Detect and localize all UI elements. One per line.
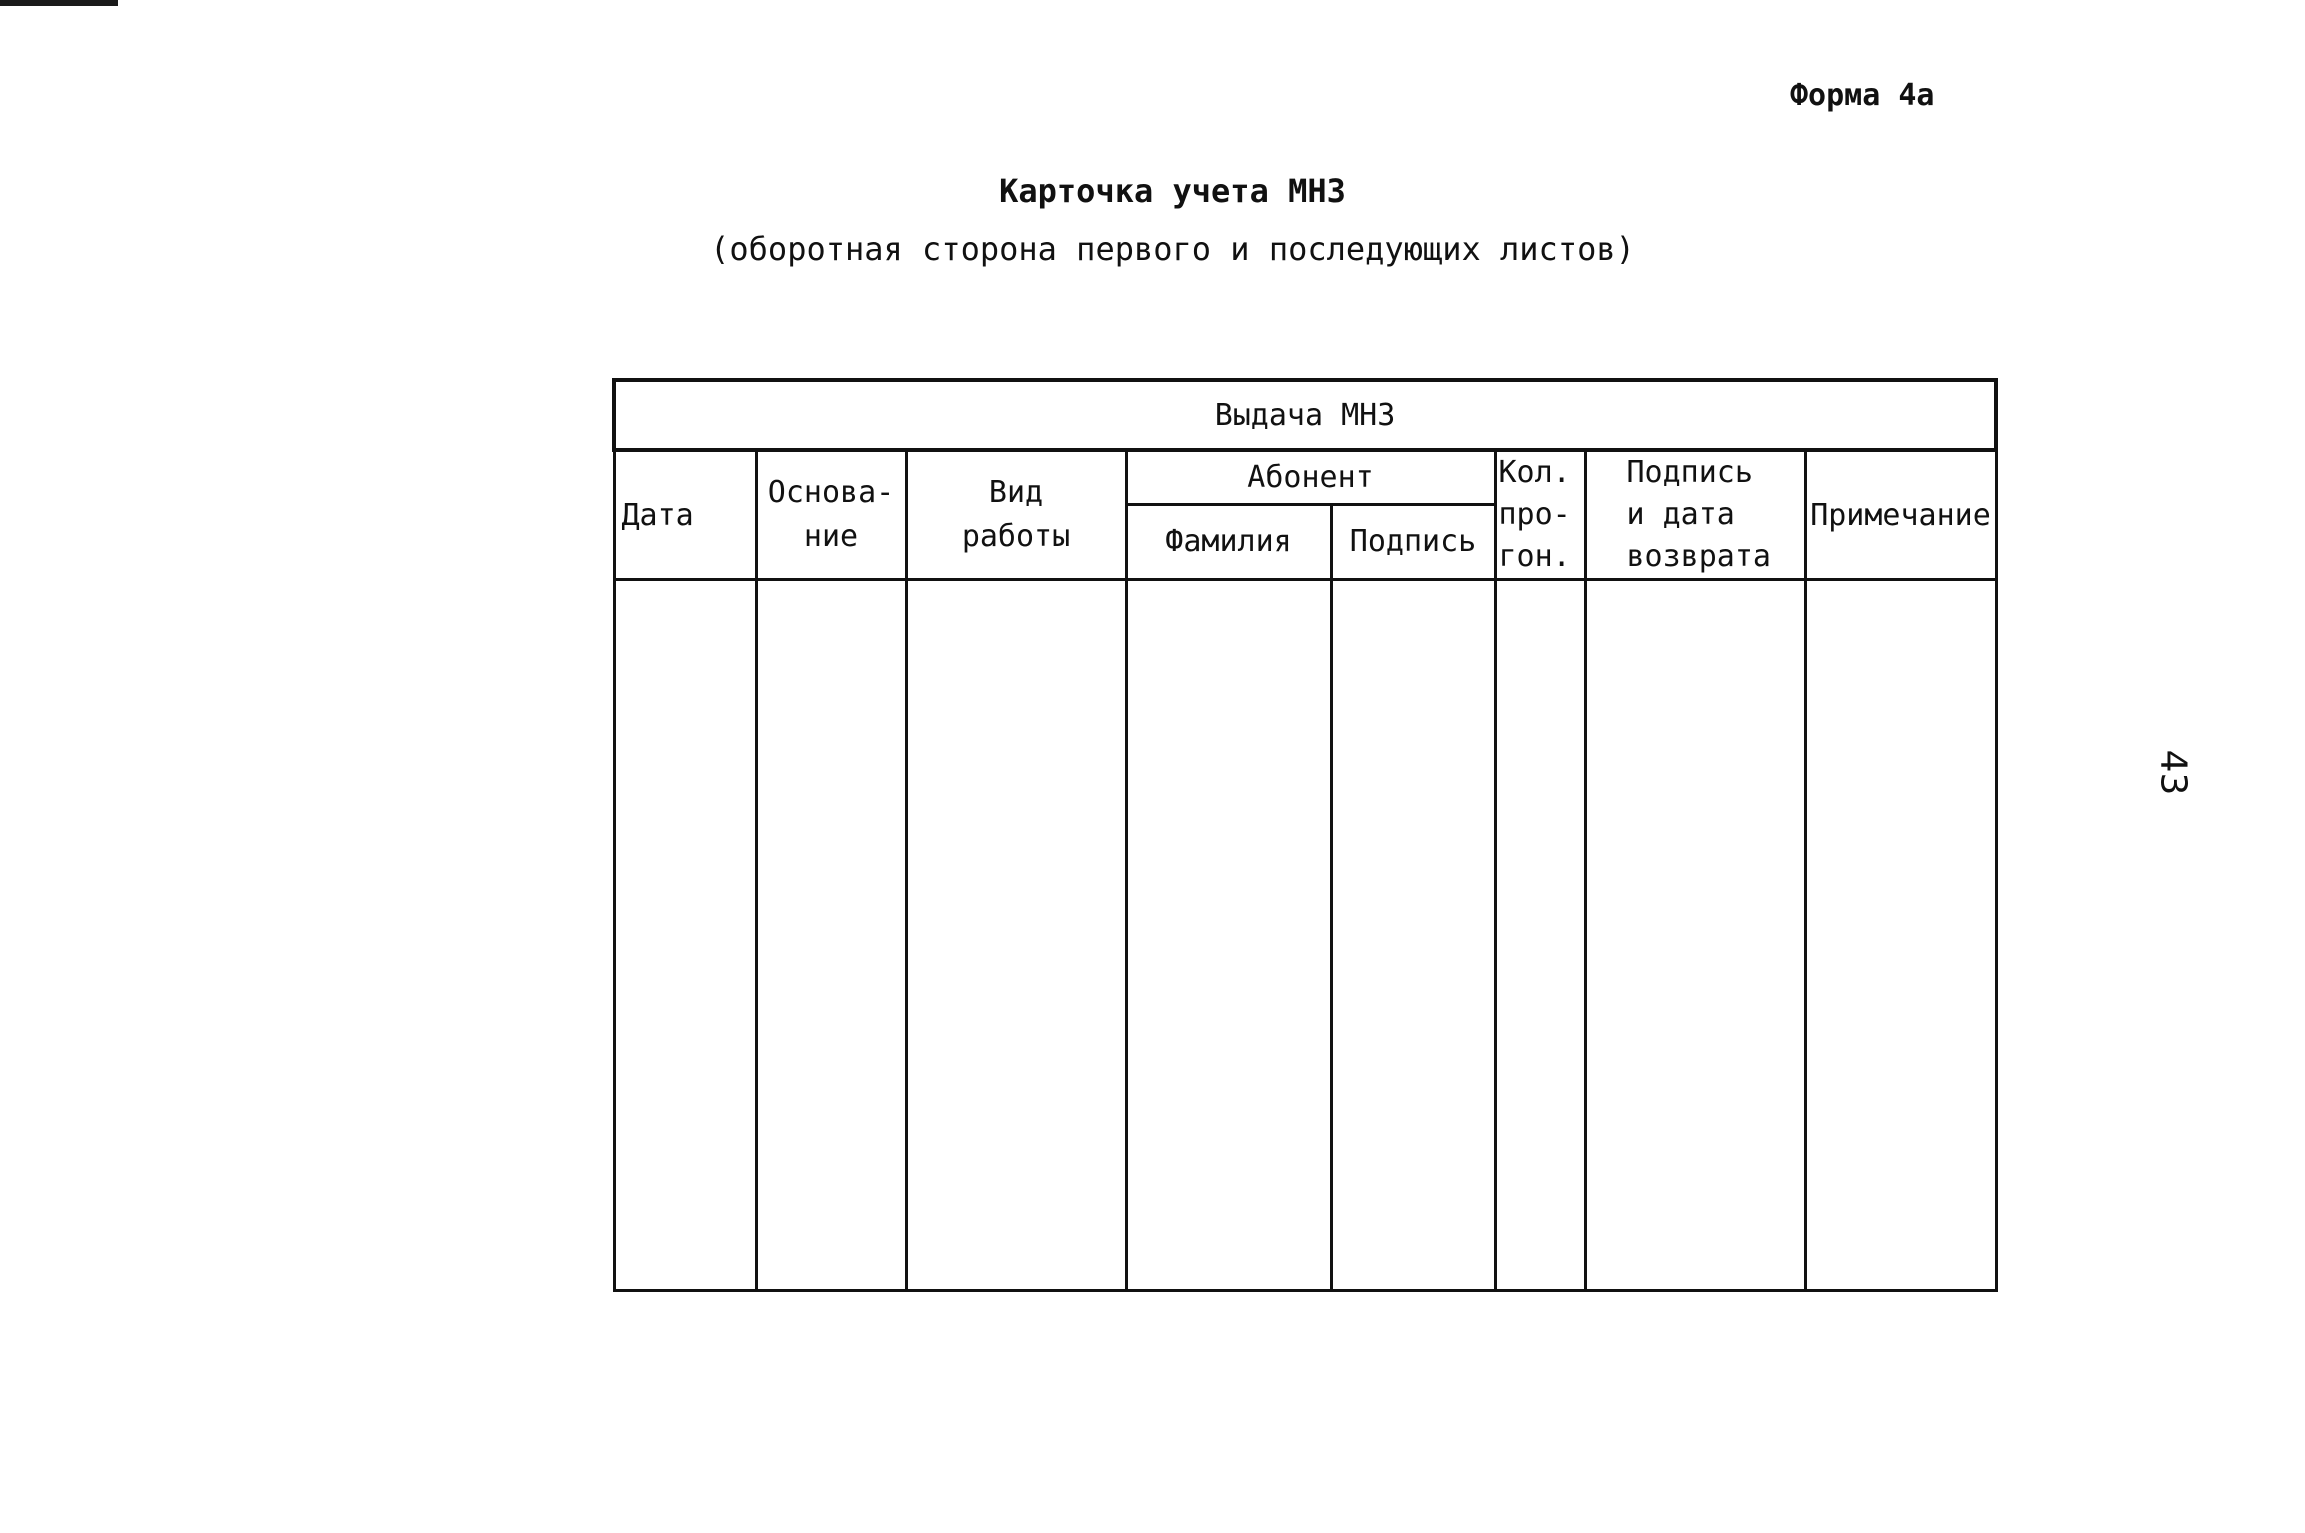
column-header-basis-line1: Основа- [767,475,895,510]
scan-corner-mark [0,0,118,6]
table-group-header-row [614,380,1996,450]
column-header-runs-line1: Кол. [1498,455,1571,490]
column-header-work-type [906,450,1126,580]
column-header-runs-line2: про- [1498,497,1571,532]
column-header-note [1805,450,1996,580]
column-header-work-line1: Вид [988,475,1044,510]
entry-cell-runs[interactable] [1495,580,1585,1291]
entry-cell-signature[interactable] [1331,580,1495,1291]
column-header-work-line2: работы [961,519,1071,554]
page-number: 43 [2152,749,2194,796]
column-header-note-text: Примечание [1810,497,1991,533]
record-card-table [612,378,1998,1292]
entry-cell-date[interactable] [614,580,756,1291]
table-header-row-1 [614,450,1996,504]
form-number-label: Форма 4а [1790,78,1935,113]
column-header-return-line1: Подпись [1626,455,1753,490]
column-header-basis [756,450,906,580]
column-header-return-line2: и дата [1626,497,1735,532]
column-header-basis-line2: ние [803,519,859,554]
entry-cell-return[interactable] [1585,580,1805,1291]
document-subtitle: (оборотная сторона первого и последующих листов) [710,230,1635,268]
table-row [614,580,1996,1291]
column-header-date [614,450,756,580]
column-header-runs-line3: гон. [1498,539,1571,574]
column-header-return-line3: возврата [1626,539,1771,574]
column-header-date-text: Дата [621,497,694,533]
column-header-surname: Фамилия [1126,504,1331,579]
entry-cell-surname[interactable] [1126,580,1331,1291]
column-header-signature: Подпись [1331,504,1495,579]
entry-cell-note[interactable] [1805,580,1996,1291]
issue-group-header: Выдача МНЗ [614,380,1996,450]
entry-cell-basis[interactable] [756,580,906,1291]
column-header-subscriber: Абонент [1126,450,1495,504]
document-title: Карточка учета МНЗ [999,172,1346,210]
column-header-runs [1495,450,1585,580]
column-header-return [1585,450,1805,580]
entry-cell-work-type[interactable] [906,580,1126,1291]
